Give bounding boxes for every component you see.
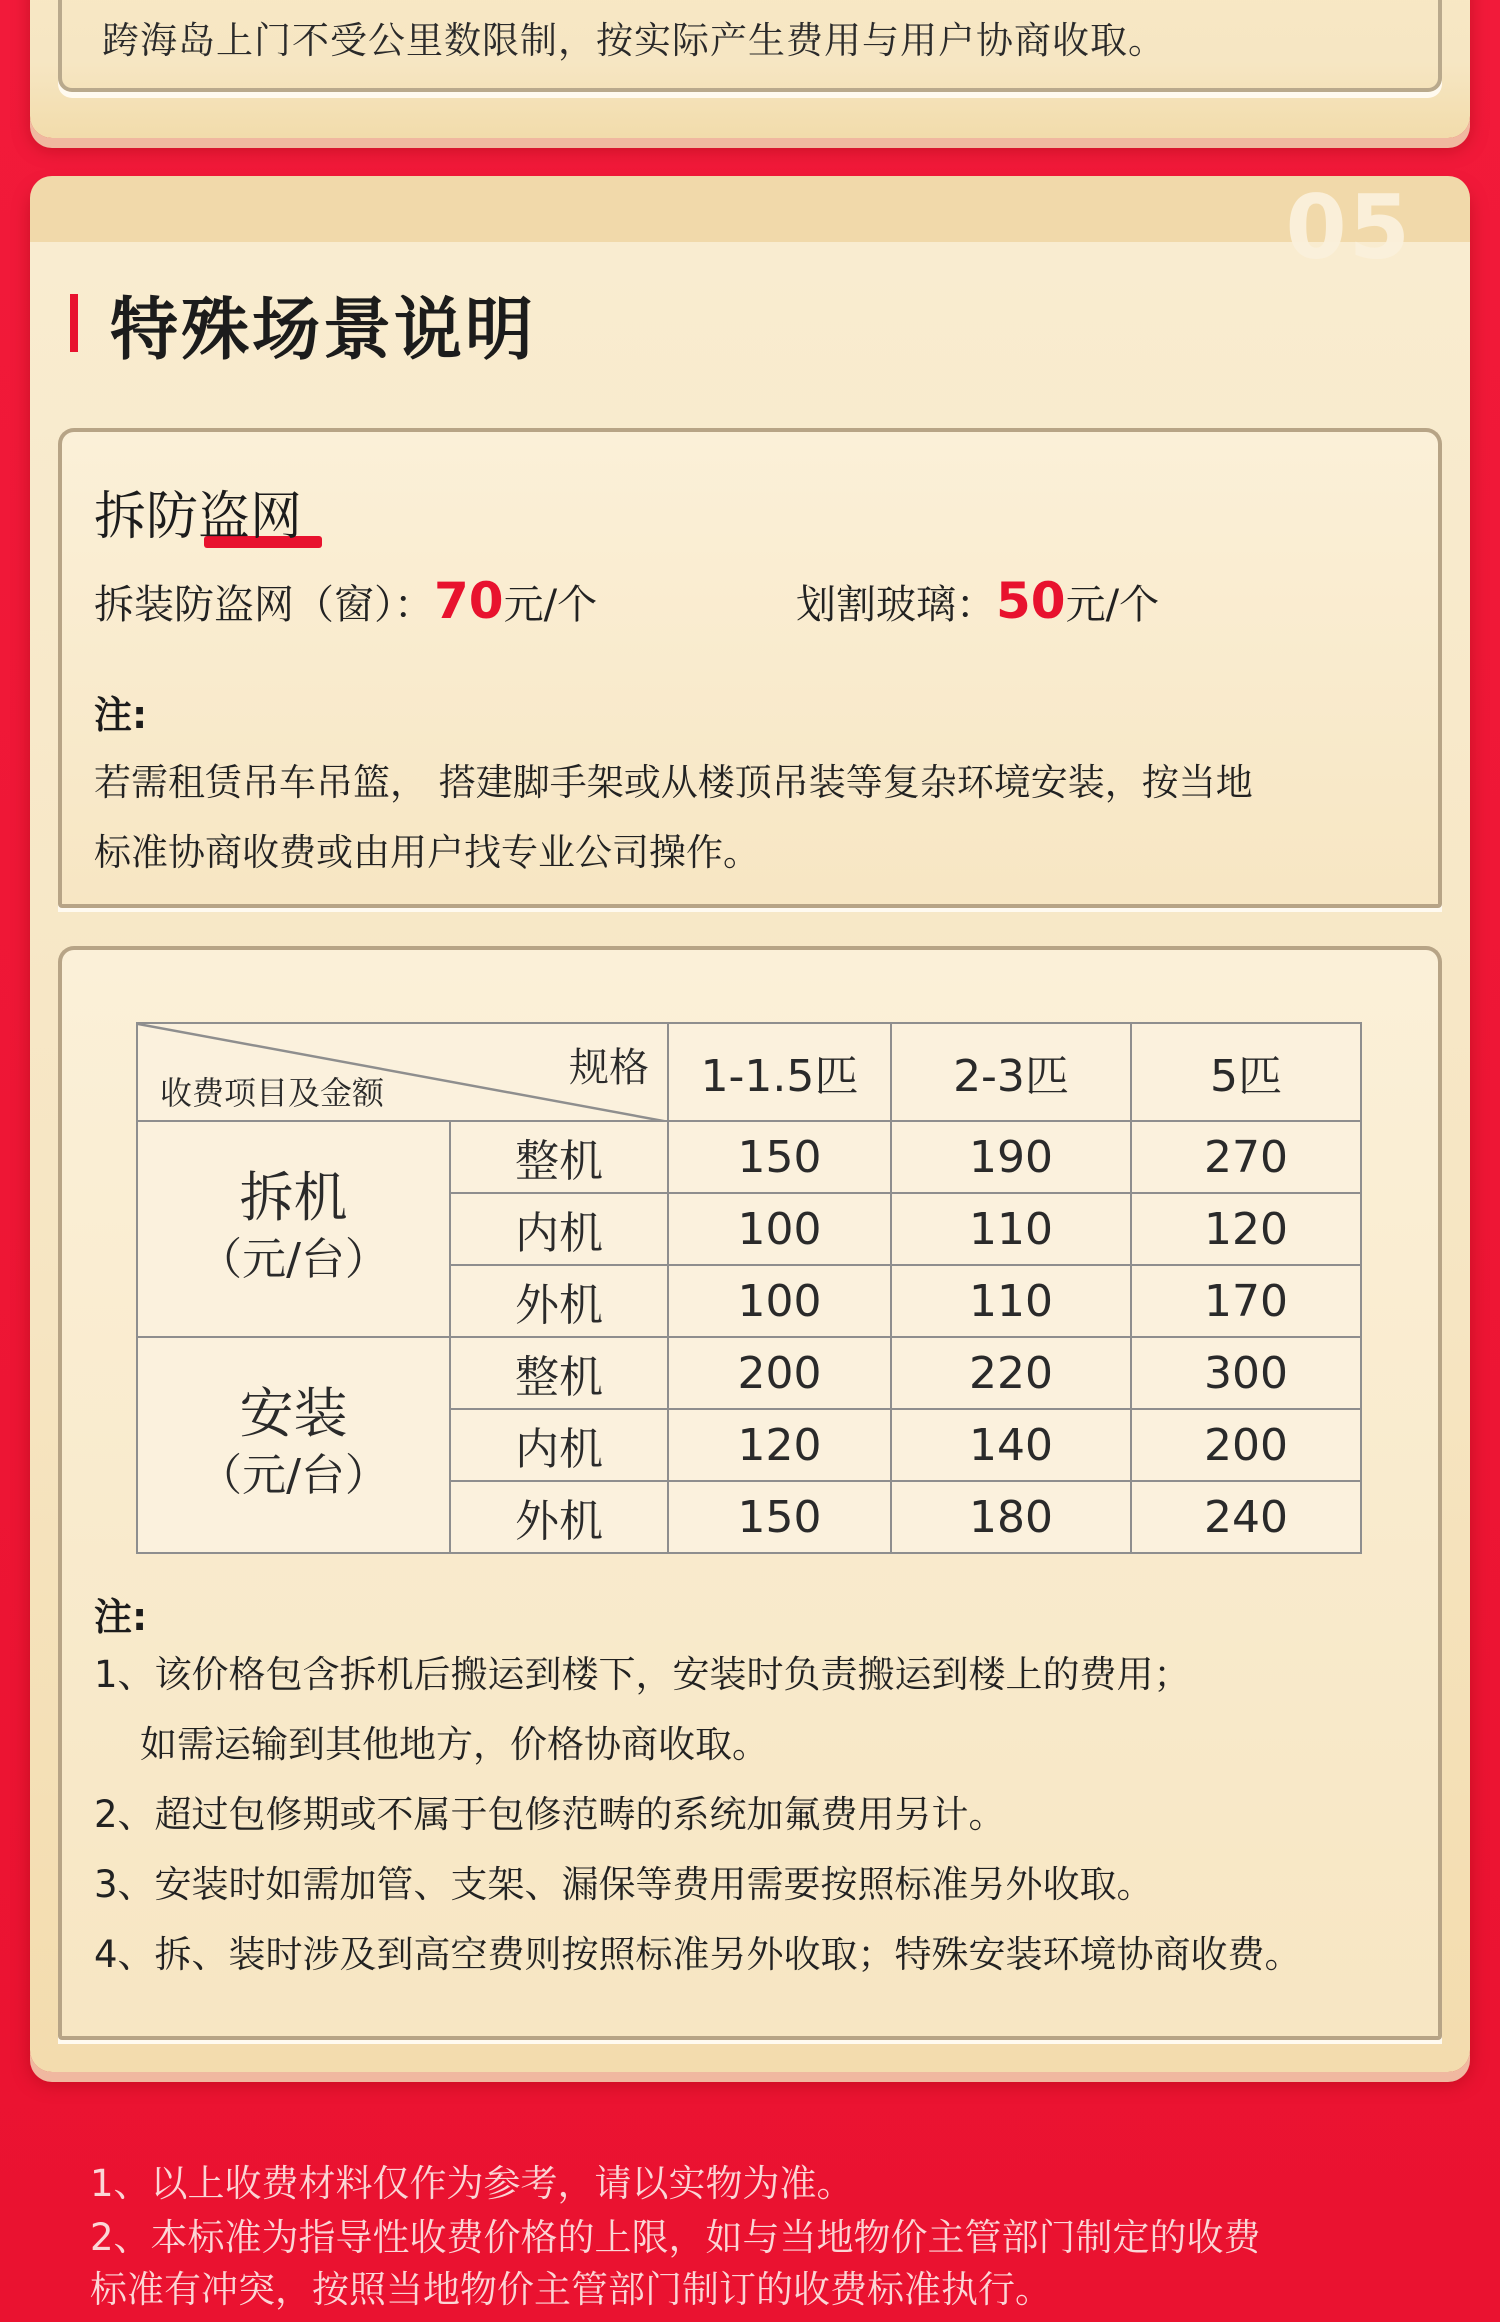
price-cell: 170 bbox=[1131, 1265, 1361, 1337]
price-cell: 190 bbox=[891, 1121, 1131, 1193]
anti-theft-note-line-1: 若需租赁吊车吊篮， 搭建脚手架或从楼顶吊装等复杂环境安装，按当地 bbox=[94, 761, 1253, 804]
price-cell: 140 bbox=[891, 1409, 1131, 1481]
anti-theft-note-label: 注: bbox=[94, 693, 148, 737]
anti-theft-net-price: 拆装防盗网（窗）：70元/个 bbox=[94, 572, 598, 630]
section-title: 特殊场景说明 bbox=[110, 291, 537, 370]
price-cell: 120 bbox=[1131, 1193, 1361, 1265]
table-note-line: 2、超过包修期或不属于包修范畴的系统加氟费用另计。 bbox=[94, 1793, 1006, 1836]
row-label: 外机 bbox=[450, 1265, 668, 1337]
footer-note-line: 标准有冲突，按照当地物价主管部门制订的收费标准执行。 bbox=[90, 2268, 1052, 2311]
row-label: 外机 bbox=[450, 1481, 668, 1553]
anti-theft-note-line-2: 标准协商收费或由用户找专业公司操作。 bbox=[94, 831, 760, 874]
price-table bbox=[136, 1022, 1362, 1554]
price-cell: 180 bbox=[891, 1481, 1131, 1553]
footer-note-line: 2、本标准为指导性收费价格的上限，如与当地物价主管部门制定的收费 bbox=[90, 2216, 1261, 2259]
previous-section-card bbox=[30, 0, 1470, 138]
row-label: 整机 bbox=[450, 1121, 668, 1193]
price-cell: 110 bbox=[891, 1193, 1131, 1265]
table-note-line: 3、安装时如需加管、支架、漏保等费用需要按照标准另外收取。 bbox=[94, 1863, 1154, 1906]
price-cell: 100 bbox=[668, 1265, 891, 1337]
price-cell: 200 bbox=[1131, 1409, 1361, 1481]
column-header: 5匹 bbox=[1131, 1023, 1361, 1121]
price-cell: 100 bbox=[668, 1193, 891, 1265]
table-row bbox=[137, 1337, 1361, 1409]
price-table-panel bbox=[58, 946, 1442, 2036]
anti-theft-net-title: 拆防盗网 bbox=[94, 474, 302, 549]
group-label-install: 安装 （元/台） bbox=[137, 1337, 450, 1553]
row-label: 内机 bbox=[450, 1193, 668, 1265]
glass-cutting-price: 划割玻璃：50元/个 bbox=[796, 572, 1160, 630]
price-cell: 220 bbox=[891, 1337, 1131, 1409]
price-cell: 240 bbox=[1131, 1481, 1361, 1553]
footer-note-line: 1、以上收费材料仅作为参考，请以实物为准。 bbox=[90, 2162, 854, 2205]
price-cell: 150 bbox=[668, 1481, 891, 1553]
price-cell: 270 bbox=[1131, 1121, 1361, 1193]
table-row bbox=[137, 1121, 1361, 1193]
section-title-accent-bar bbox=[70, 294, 78, 352]
table-note-label: 注: bbox=[94, 1595, 148, 1639]
price-cell: 120 bbox=[668, 1409, 891, 1481]
anti-theft-net-panel bbox=[58, 428, 1442, 904]
price-cell: 110 bbox=[891, 1265, 1131, 1337]
column-header: 1-1.5匹 bbox=[668, 1023, 891, 1121]
section-number: 05 bbox=[1285, 176, 1412, 279]
header-item-label: 收费项目及金额 bbox=[160, 1074, 385, 1112]
anti-theft-net-price-value: 70 bbox=[434, 572, 504, 630]
price-cell: 200 bbox=[668, 1337, 891, 1409]
glass-cutting-price-value: 50 bbox=[996, 572, 1066, 630]
group-label-dismantle: 拆机 （元/台） bbox=[137, 1121, 450, 1337]
row-label: 内机 bbox=[450, 1409, 668, 1481]
table-note-line: 1、该价格包含拆机后搬运到楼下，安装时负责搬运到楼上的费用； bbox=[94, 1653, 1191, 1696]
table-note-line: 4、拆、装时涉及到高空费则按照标准另外收取；特殊安装环境协商收费。 bbox=[94, 1933, 1302, 1976]
price-cell: 300 bbox=[1131, 1337, 1361, 1409]
row-label: 整机 bbox=[450, 1337, 668, 1409]
price-cell: 150 bbox=[668, 1121, 891, 1193]
table-note-line: 如需运输到其他地方，价格协商收取。 bbox=[140, 1723, 769, 1766]
header-spec-label: 规格 bbox=[569, 1045, 649, 1091]
previous-section-text: 跨海岛上门不受公里数限制，按实际产生费用与用户协商收取。 bbox=[102, 19, 1166, 62]
column-header: 2-3匹 bbox=[891, 1023, 1131, 1121]
special-scenarios-card bbox=[30, 176, 1470, 2072]
table-corner-header bbox=[137, 1023, 668, 1121]
table-header-row bbox=[137, 1023, 1361, 1121]
